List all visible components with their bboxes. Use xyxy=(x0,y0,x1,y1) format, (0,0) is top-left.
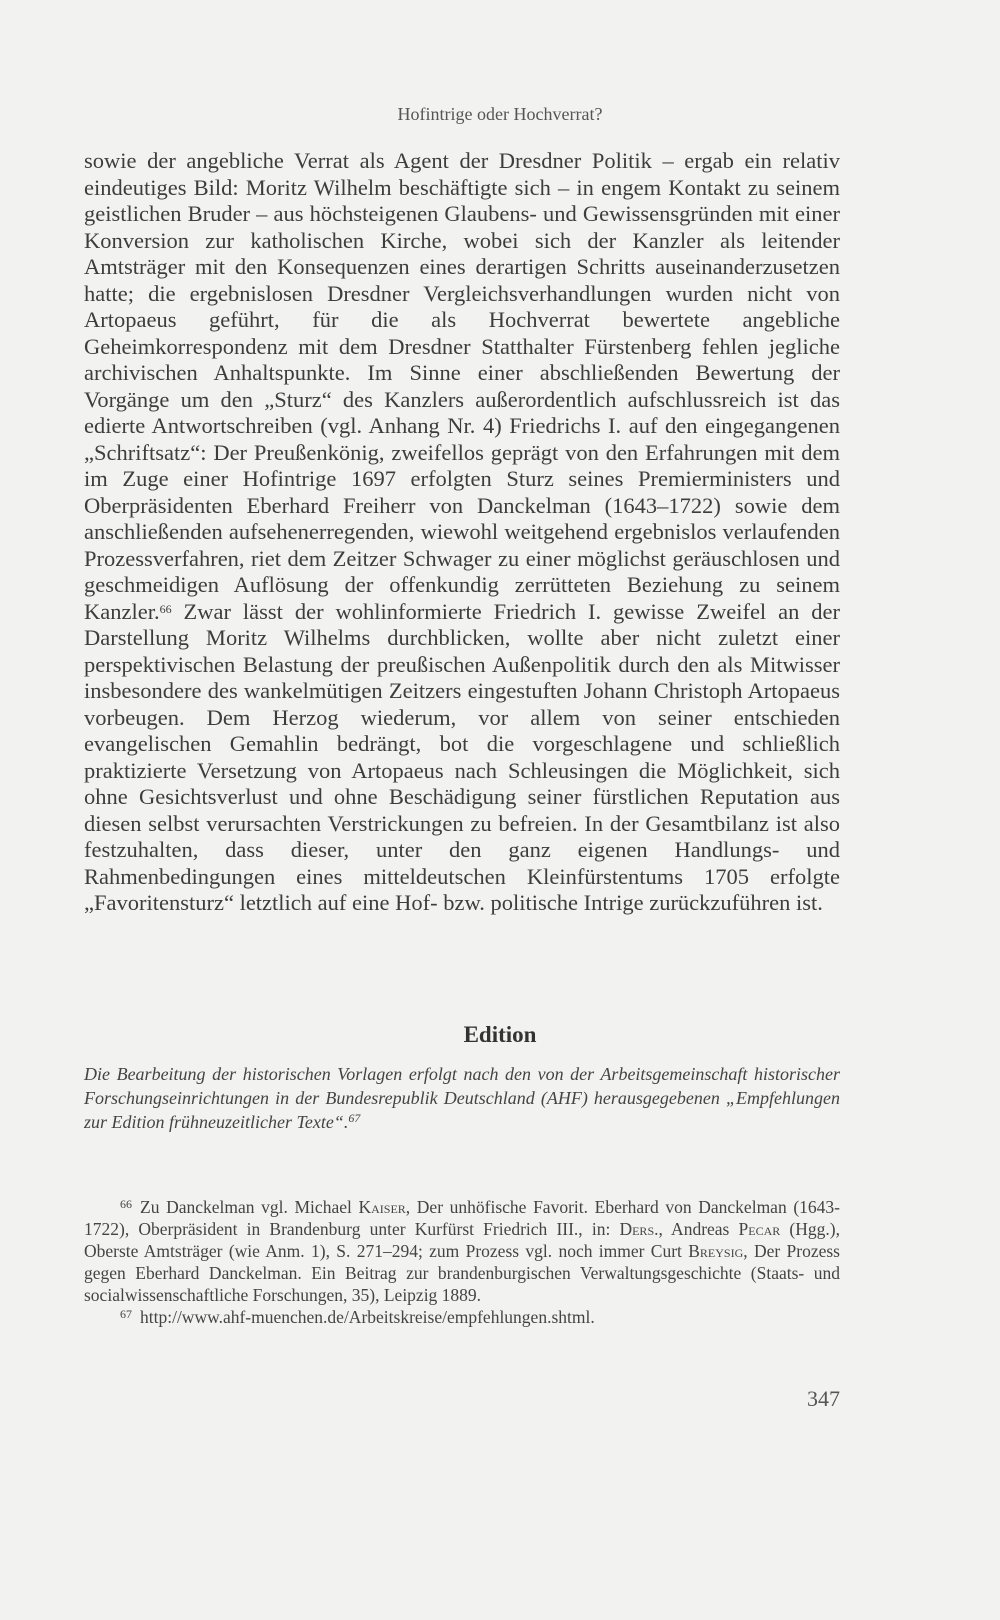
author-name: Breysig xyxy=(688,1241,744,1261)
author-name: Pecar xyxy=(738,1219,781,1239)
author-name: Kaiser xyxy=(358,1197,406,1217)
footnote-text: Zu Danckelman vgl. Michael xyxy=(140,1197,359,1217)
footnote-text: (Hgg.), Oberste Amtsträger (wie Anm. 1), S. 271–294; zum Prozess vgl. noch immer Curt xyxy=(84,1219,840,1261)
footnote-number: 66 xyxy=(120,1197,132,1211)
footnote-text: , Der unhöfische Favorit. Eberhard von Danckelman (1643-1722), Oberpräsident in Brandenburg unter Kurfürst Friedrich III., in: xyxy=(84,1197,840,1239)
author-name: Ders xyxy=(619,1219,655,1239)
footnote-number: 67 xyxy=(120,1307,132,1321)
body-text xyxy=(84,148,840,917)
footnote-url: http://www.ahf-muenchen.de/Arbeitskreise/empfehlungen.shtml. xyxy=(140,1307,595,1327)
body-paragraph xyxy=(84,148,840,917)
page-number: 347 xyxy=(807,1386,840,1411)
footnote-text: ., Andreas xyxy=(654,1219,739,1239)
body-text-part-2: Zwar lässt der wohlinformierte Friedrich I. gewisse Zweifel an der Darstellung Moritz Wilhelms durchblicken, wollte aber nicht zuletzt einer perspektivischen Belastung der preußischen Außenpolitik durch den als Mitwisser insbesondere des wankelmütigen Zeitzers eingestuften Johann Christoph Artopaeus vorbeugen. Dem Herzog wiederum, vor allem von seiner entschieden evangelischen Gemahlin bedrängt, bot die vorgeschlagene und schließlich praktizierte Versetzung von Artopaeus nach Schleusingen die Möglichkeit, sich ohne Gesichtsverlust und ohne Beschädigung seiner fürstlichen Reputation aus diesen selbst verursachten Verstrickungen zu befreien. In der Gesamtbilanz ist also festzuhalten, dass dieser, unter den ganz eigenen Handlungs- und Rahmenbedingungen eines mitteldeutschen Kleinfürstentums 1705 erfolgte „Favoritensturz“ letztlich auf eine Hof- bzw. politische Intrige zurückzuführen ist. xyxy=(84,598,840,915)
edition-abstract xyxy=(84,1062,840,1134)
running-head: Hofintrige oder Hochverrat? xyxy=(397,104,603,124)
footnotes xyxy=(84,1196,840,1328)
section-heading-edition: Edition xyxy=(463,1022,537,1047)
footnote-67 xyxy=(84,1306,840,1328)
footnote-ref-67: 67 xyxy=(348,1111,361,1125)
footnote-ref-66: 66 xyxy=(159,601,172,616)
footnote-66 xyxy=(84,1196,840,1306)
edition-abstract-text: Die Bearbeitung der historischen Vorlagen erfolgt nach den von der Arbeitsgemeinschaft historischer Forschungseinrichtungen in der Bundesrepublik Deutschland (AHF) herausgegebenen „Empfehlungen zur Edition frühneuzeitlicher Texte“. xyxy=(84,1064,840,1132)
footnote-text: , Der Prozess gegen Eberhard Danckelman. Ein Beitrag zur brandenburgischen Verwaltungsgeschichte (Staats- und socialwissenschaftliche Forschungen, 35), Leipzig 1889. xyxy=(84,1241,840,1305)
body-text-part-1: sowie der angebliche Verrat als Agent der Dresdner Politik – ergab ein relativ eindeutiges Bild: Moritz Wilhelm beschäftigte sich – in engem Kontakt zu seinem geistlichen Bruder – aus höchsteigenen Glaubens- und Gewissensgründen mit einer Konversion zur katholischen Kirche, wobei sich der Kanzler als leitender Amtsträger mit den Konsequenzen eines derartigen Schritts auseinanderzusetzen hatte; die ergebnislosen Dresdner Vergleichsverhandlungen wurden nicht von Artopaeus geführt, für die als Hochverrat bewertete angebliche Geheimkorrespondenz mit dem Dresdner Statthalter Fürstenberg fehlen jegliche archivischen Anhaltspunkte. Im Sinne einer abschließenden Bewertung der Vorgänge um den „Sturz“ des Kanzlers außerordentlich aufschlussreich ist das edierte Antwortschreiben (vgl. Anhang Nr. 4) Friedrichs I. auf den eingegangenen „Schriftsatz“: Der Preußenkönig, zweifellos geprägt von den Erfahrungen mit dem im Zuge einer Hofintrige 1697 erfolgten Sturz seines Premierministers und Oberpräsidenten Eberhard Freiherr von Danckelman (1643–1722) sowie dem anschließenden aufsehenerregenden, wiewohl weitgehend ergebnislos verlaufenden Prozessverfahren, riet dem Zeitzer Schwager zu einer möglichst geräuschlosen und geschmeidigen Auflösung der offenkundig zerrütteten Beziehung zu seinem Kanzler. xyxy=(84,148,840,624)
